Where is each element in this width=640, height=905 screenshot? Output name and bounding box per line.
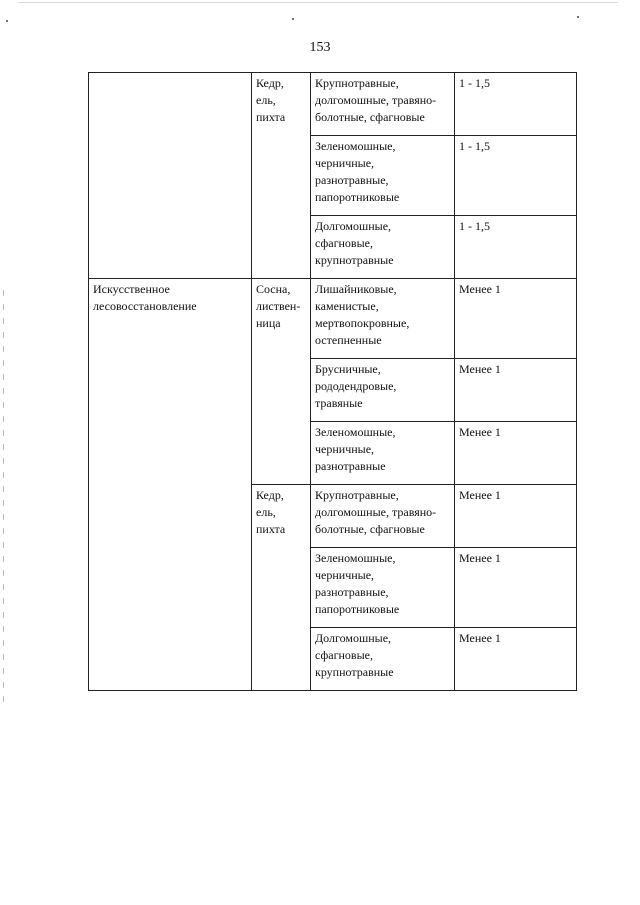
species-cell: Кедр, ель, пихта	[252, 485, 311, 691]
scan-speck	[292, 18, 294, 20]
scan-margin-line	[3, 290, 4, 710]
forest-type-cell: Лишайниковые, каменистые, мертвопокровные, остепненные	[311, 279, 455, 359]
value-cell: Менее 1	[455, 279, 577, 359]
table-row	[89, 73, 577, 136]
scan-speck	[6, 20, 8, 22]
forest-regeneration-table	[88, 72, 577, 691]
forest-type-cell: Зеленомошные, черничные, разнотравные, папоротниковые	[311, 136, 455, 216]
forest-type-cell: Зеленомошные, черничные, разнотравные, папоротниковые	[311, 548, 455, 628]
forest-type-cell: Брусничные, рододендровые, травяные	[311, 359, 455, 422]
value-cell: 1 - 1,5	[455, 73, 577, 136]
value-cell: Менее 1	[455, 359, 577, 422]
table-row	[89, 279, 577, 359]
species-cell: Кедр, ель, пихта	[252, 73, 311, 279]
scan-edge-line	[18, 2, 618, 3]
forest-type-cell: Зеленомошные, черничные, разнотравные	[311, 422, 455, 485]
value-cell: 1 - 1,5	[455, 216, 577, 279]
method-cell: Искусственное лесовосстановление	[89, 279, 252, 691]
value-cell: Менее 1	[455, 548, 577, 628]
scan-speck	[577, 16, 579, 18]
value-cell: Менее 1	[455, 422, 577, 485]
forest-type-cell: Крупнотравные, долгомошные, травяно- болотные, сфагновые	[311, 73, 455, 136]
value-cell: Менее 1	[455, 485, 577, 548]
forest-type-cell: Крупнотравные, долгомошные, травяно- болотные, сфагновые	[311, 485, 455, 548]
forest-type-cell: Долгомошные, сфагновые, крупнотравные	[311, 216, 455, 279]
value-cell: 1 - 1,5	[455, 136, 577, 216]
method-cell	[89, 73, 252, 279]
species-cell: Сосна, листвен- ница	[252, 279, 311, 485]
value-cell: Менее 1	[455, 628, 577, 691]
forest-type-cell: Долгомошные, сфагновые, крупнотравные	[311, 628, 455, 691]
page-number: 153	[309, 40, 331, 55]
